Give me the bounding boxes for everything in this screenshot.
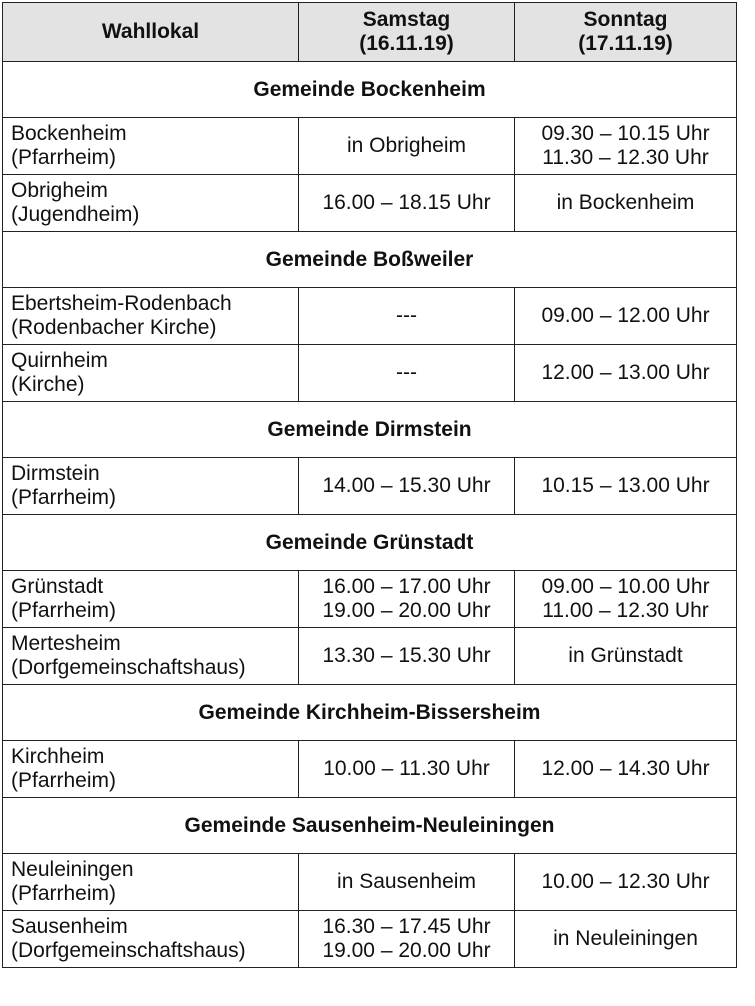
saturday-line: 14.00 – 15.30 Uhr xyxy=(322,474,491,497)
place-line: Obrigheim xyxy=(11,179,108,202)
group-header-row xyxy=(3,685,737,741)
saturday-cell xyxy=(299,458,515,515)
sunday-line: 10.15 – 13.00 Uhr xyxy=(541,474,710,497)
header-sonntag-date: (17.11.19) xyxy=(578,32,673,55)
sunday-cell xyxy=(515,118,737,175)
header-samstag xyxy=(299,3,515,62)
place-cell xyxy=(3,345,299,402)
table-row xyxy=(3,628,737,685)
table-row xyxy=(3,911,737,968)
header-samstag-date: (16.11.19) xyxy=(359,32,454,55)
group-header-row xyxy=(3,798,737,854)
sunday-line: 09.00 – 12.00 Uhr xyxy=(541,304,710,327)
place-line: (Pfarrheim) xyxy=(11,882,117,905)
sunday-line: 09.00 – 10.00 Uhr xyxy=(541,575,710,598)
schedule-table xyxy=(2,2,737,968)
place-line: Grünstadt xyxy=(11,575,104,598)
group-header-row xyxy=(3,515,737,571)
place-cell xyxy=(3,854,299,911)
table-row xyxy=(3,854,737,911)
saturday-cell xyxy=(299,175,515,232)
table-row xyxy=(3,458,737,515)
table-row xyxy=(3,571,737,628)
place-cell xyxy=(3,118,299,175)
saturday-line: 19.00 – 20.00 Uhr xyxy=(322,939,491,962)
saturday-cell xyxy=(299,345,515,402)
saturday-line: 13.30 – 15.30 Uhr xyxy=(322,644,491,667)
place-line: (Dorfgemeinschaftshaus) xyxy=(11,939,246,962)
place-cell xyxy=(3,175,299,232)
sunday-cell xyxy=(515,741,737,798)
saturday-cell xyxy=(299,571,515,628)
group-header-row xyxy=(3,232,737,288)
group-header-row xyxy=(3,402,737,458)
saturday-line: 16.00 – 18.15 Uhr xyxy=(322,191,491,214)
saturday-line: in Obrigheim xyxy=(346,134,467,157)
saturday-cell xyxy=(299,911,515,968)
place-line: (Dorfgemeinschaftshaus) xyxy=(11,656,246,679)
place-cell xyxy=(3,571,299,628)
saturday-cell xyxy=(299,741,515,798)
table-row xyxy=(3,741,737,798)
sunday-cell xyxy=(515,911,737,968)
place-cell xyxy=(3,288,299,345)
place-line: (Pfarrheim) xyxy=(11,146,117,169)
saturday-line: --- xyxy=(396,361,417,384)
sunday-line: 12.00 – 13.00 Uhr xyxy=(541,361,710,384)
place-cell xyxy=(3,741,299,798)
sunday-cell xyxy=(515,854,737,911)
group-header-row xyxy=(3,62,737,118)
place-line: Ebertsheim-Rodenbach xyxy=(11,292,232,315)
table-row xyxy=(3,175,737,232)
sunday-line: 12.00 – 14.30 Uhr xyxy=(541,757,710,780)
table-row xyxy=(3,345,737,402)
place-line: Bockenheim xyxy=(11,122,127,145)
saturday-line: 10.00 – 11.30 Uhr xyxy=(323,757,490,780)
sunday-cell xyxy=(515,345,737,402)
table-row xyxy=(3,288,737,345)
sunday-cell xyxy=(515,458,737,515)
saturday-cell xyxy=(299,118,515,175)
place-line: (Jugendheim) xyxy=(11,203,140,226)
place-line: (Pfarrheim) xyxy=(11,599,117,622)
group-title: Gemeinde Kirchheim-Bissersheim xyxy=(3,685,737,741)
sunday-line: in Bockenheim xyxy=(556,191,695,214)
sunday-line: in Grünstadt xyxy=(568,644,683,667)
sunday-line: 11.30 – 12.30 Uhr xyxy=(542,146,709,169)
sunday-cell xyxy=(515,571,737,628)
place-line: Quirnheim xyxy=(11,349,108,372)
place-line: (Pfarrheim) xyxy=(11,486,117,509)
header-row xyxy=(3,3,737,62)
place-line: (Kirche) xyxy=(11,373,85,396)
place-line: Kirchheim xyxy=(11,745,105,768)
sunday-line: 11.00 – 12.30 Uhr xyxy=(542,599,709,622)
sunday-cell xyxy=(515,175,737,232)
saturday-line: --- xyxy=(396,304,417,327)
sunday-line: 09.30 – 10.15 Uhr xyxy=(541,122,710,145)
header-samstag-day: Samstag xyxy=(362,8,451,31)
place-line: Dirmstein xyxy=(11,462,100,485)
header-sonntag-day: Sonntag xyxy=(583,8,668,31)
group-title: Gemeinde Bockenheim xyxy=(3,62,737,118)
group-title: Gemeinde Sausenheim-Neuleiningen xyxy=(3,798,737,854)
saturday-line: in Sausenheim xyxy=(337,870,476,893)
group-title: Gemeinde Dirmstein xyxy=(3,402,737,458)
table-row xyxy=(3,118,737,175)
saturday-line: 16.00 – 17.00 Uhr xyxy=(322,575,491,598)
sunday-line: 10.00 – 12.30 Uhr xyxy=(541,870,710,893)
table-body xyxy=(3,62,737,968)
place-cell xyxy=(3,458,299,515)
header-wahllokal: Wahllokal xyxy=(3,3,299,62)
saturday-cell xyxy=(299,628,515,685)
sunday-cell xyxy=(515,288,737,345)
saturday-cell xyxy=(299,288,515,345)
saturday-line: 19.00 – 20.00 Uhr xyxy=(322,599,491,622)
place-line: (Pfarrheim) xyxy=(11,769,117,792)
sunday-line: in Neuleiningen xyxy=(553,927,698,950)
group-title: Gemeinde Grünstadt xyxy=(3,515,737,571)
place-cell xyxy=(3,628,299,685)
group-title: Gemeinde Boßweiler xyxy=(3,232,737,288)
saturday-cell xyxy=(299,854,515,911)
place-line: (Rodenbacher Kirche) xyxy=(11,316,217,339)
place-cell xyxy=(3,911,299,968)
header-sonntag xyxy=(515,3,737,62)
saturday-line: 16.30 – 17.45 Uhr xyxy=(322,915,491,938)
place-line: Neuleiningen xyxy=(11,858,134,881)
place-line: Mertesheim xyxy=(11,632,121,655)
place-line: Sausenheim xyxy=(11,915,128,938)
sunday-cell xyxy=(515,628,737,685)
